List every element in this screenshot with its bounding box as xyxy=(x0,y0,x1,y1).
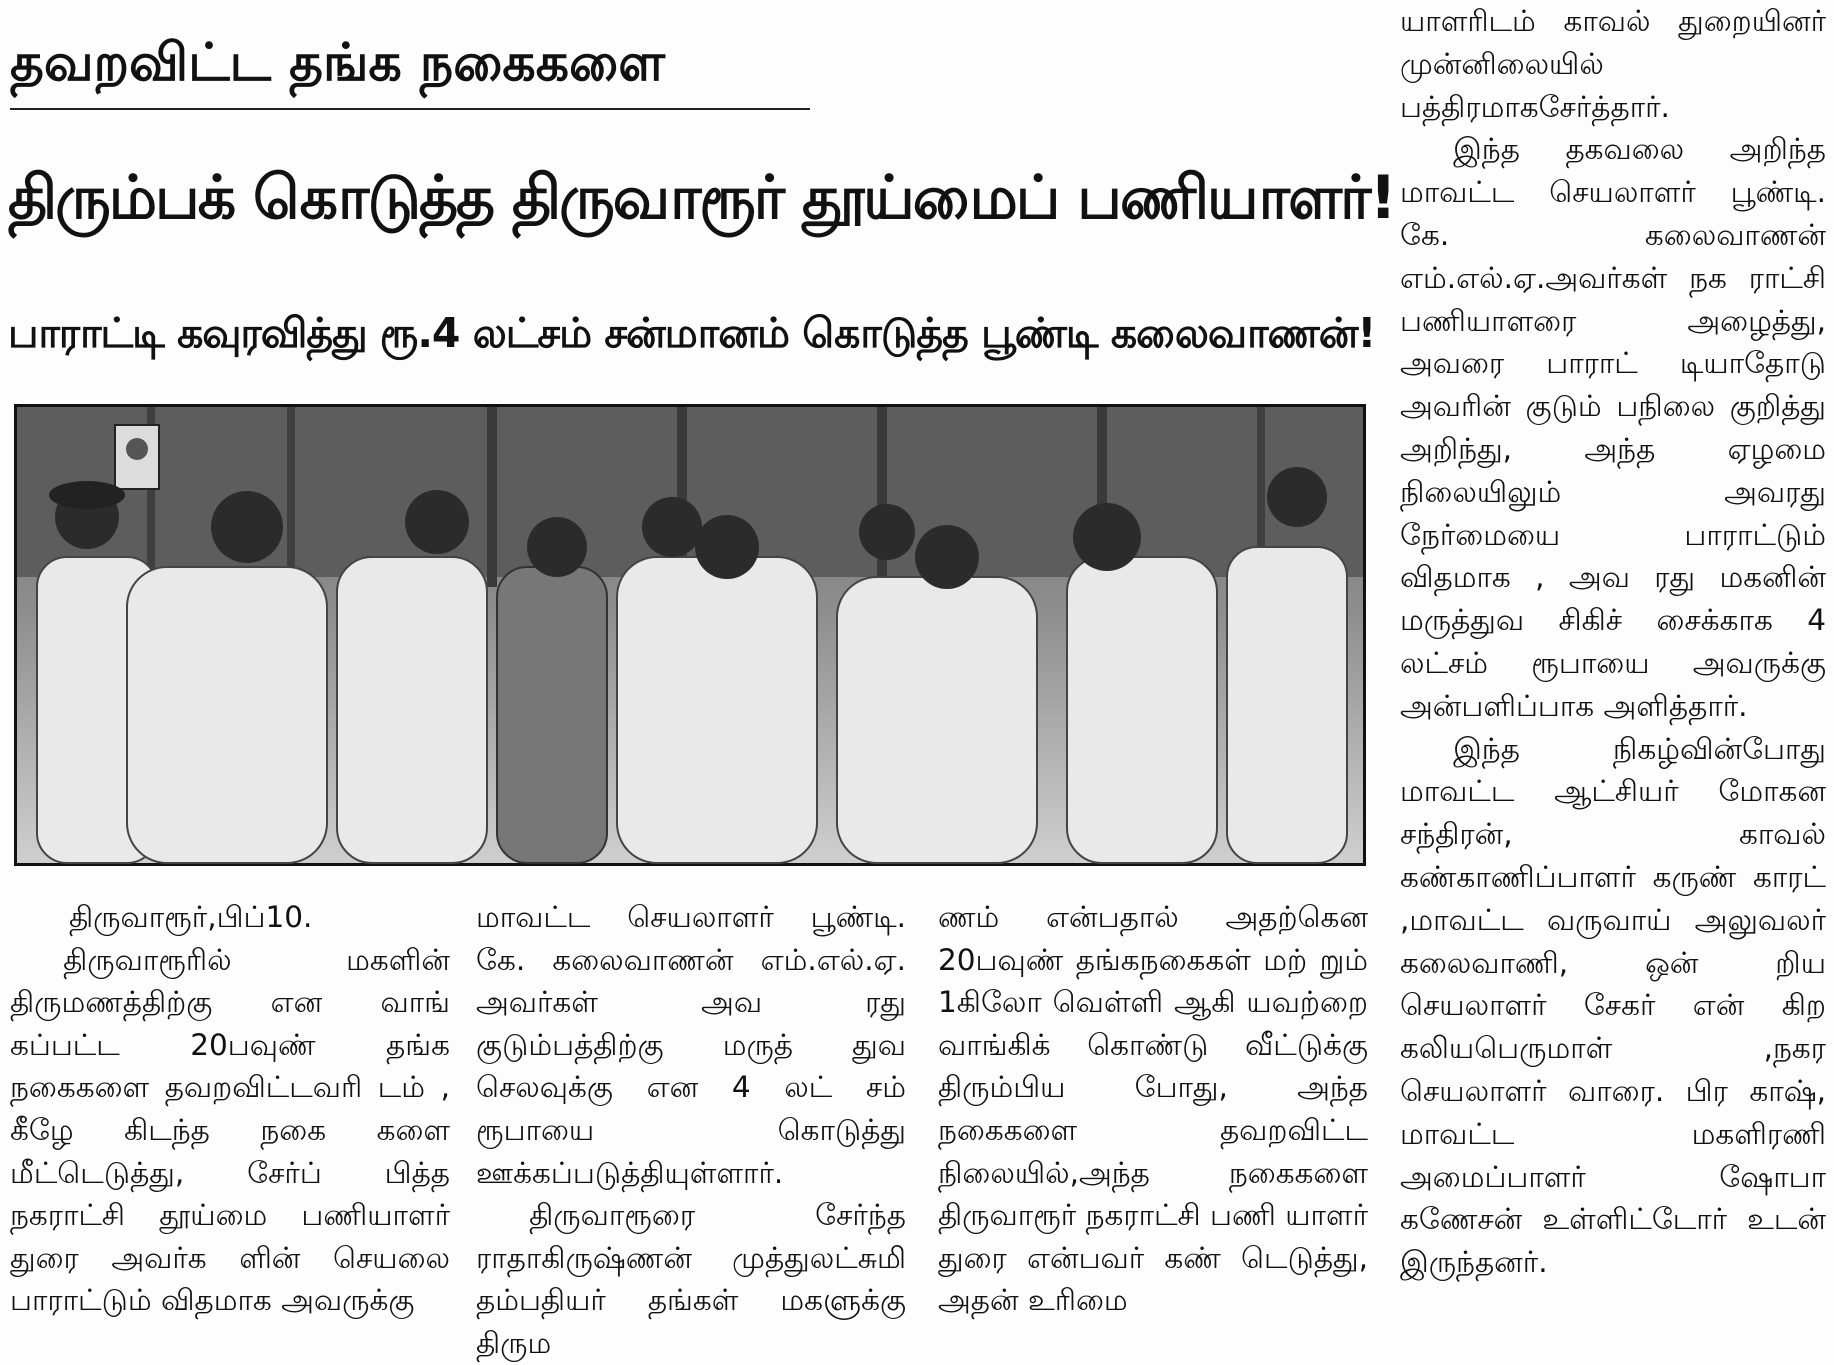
article-dateline: திருவாரூர்,பிப்10. xyxy=(69,900,313,934)
article-column-3 xyxy=(938,896,1368,1346)
article-paragraph: மாவட்ட செயலாளர் பூண்டி. கே. கலைவாணன் எம்.எல்.ஏ. அவர்கள் அவ ரது குடும்பத்திற்கு மருத் துவ செலவுக்கு என 4 லட் சம் ரூபாயை கொடுத்து ஊக்கப்படுத்தியுள்ளார். xyxy=(476,900,906,1190)
article-column-1 xyxy=(10,896,450,1346)
news-photo-illustration xyxy=(17,407,1363,863)
article-column-2 xyxy=(476,896,906,1360)
article-paragraph: ணம் என்பதால் அதற்கென 20பவுண் தங்கநகைகள் மற் றும் 1கிலோ வெள்ளி ஆகி யவற்றை வாங்கிக் கொண்டு வீட்டுக்கு திரும்பிய போது, அந்த நகைகளை தவறவிட்ட நிலையில்,அந்த நகைகளை திருவாரூர் நகராட்சி பணி யாளர் துரை என்பவர் கண் டெடுத்து, அதன் உரிமை xyxy=(938,900,1368,1318)
article-subhead: பாராட்டி கவுரவித்து ரூ.4 லட்சம் சன்மானம் கொடுத்த பூண்டி கலைவாணன்! xyxy=(8,309,1376,357)
article-headline: திரும்பக் கொடுத்த திருவாரூர் தூய்மைப் பணியாளர்! xyxy=(8,163,1395,233)
article-paragraph: இந்த தகவலை அறிந்த மாவட்ட செயலாளர் பூண்டி. கே. கலைவாணன் எம்.எல்.ஏ.அவர்கள் நக ராட்சி பணியாளரை அழைத்து, அவரை பாராட் டியாதோடு அவரின் குடும் பநிலை குறித்து அறிந்து, அந்த ஏழமை நிலையிலும் அவரது நேர்மையை பாராட்டும் விதமாக , அவ ரது மகனின் மருத்துவ சிகிச் சைக்காக 4 லட்சம் ரூபாயை அவருக்கு அன்பளிப்பாக அளித்தார். xyxy=(1400,132,1826,723)
article-paragraph: இந்த நிகழ்வின்போது மாவட்ட ஆட்சியர் மோகன சந்திரன், காவல் கண்காணிப்பாளர் கருண் காரட் ,மாவட்ட வருவாய் அலுவலர் கலைவாணி, ஒன் றிய செயலாளர் சேகர் என் கிற கலியபெருமாள் ,நகர செயலாளர் வாரை. பிர காஷ், மாவட்ட மகளிரணி அமைப்பாளர் ஷோபா கணேசன் உள்ளிட்டோர் உடன் இருந்தனர். xyxy=(1400,731,1826,1280)
article-column-4 xyxy=(1400,0,1826,1280)
article-paragraph: யாளரிடம் காவல் துறையினர் முன்னிலையில் பத்திரமாகசேர்த்தார். xyxy=(1400,4,1826,124)
article-kicker: தவறவிட்ட தங்க நகைகளை xyxy=(10,18,810,110)
news-photo xyxy=(14,404,1366,866)
article-paragraph: திருவாரூரில் மகளின் திருமணத்திற்கு என வாங் கப்பட்ட 20பவுண் தங்க நகைகளை தவறவிட்டவரி டம் , கீழே கிடந்த நகை களை மீட்டெடுத்து, சேர்ப் பித்த நகராட்சி தூய்மை பணியாளர் துரை அவர்க ளின் செயலை பாராட்டும் விதமாக அவருக்கு xyxy=(10,942,450,1318)
article-paragraph: திருவாரூரை சேர்ந்த ராதாகிருஷ்ணன் முத்துலட்சுமி தம்பதியர் தங்கள் மகளுக்கு திரும xyxy=(476,1198,906,1360)
